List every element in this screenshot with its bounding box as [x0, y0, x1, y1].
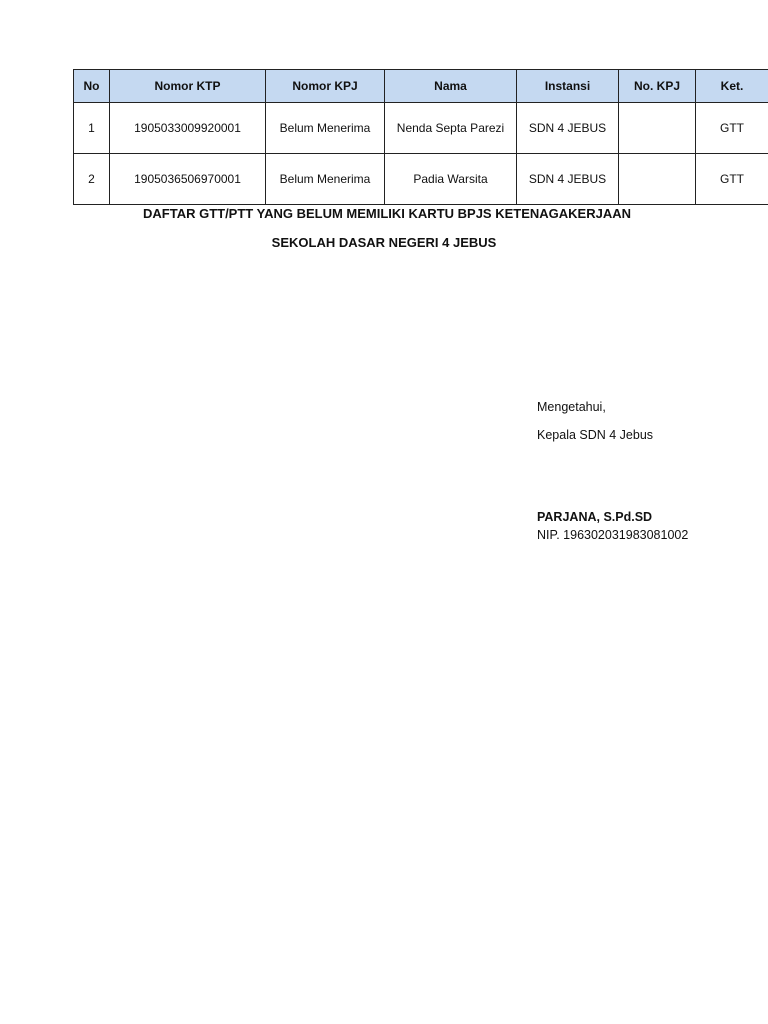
header-no: No [74, 70, 110, 103]
header-no-kpj: No. KPJ [619, 70, 696, 103]
header-nomor-ktp: Nomor KTP [110, 70, 266, 103]
table-row [74, 103, 768, 154]
document-subtitle: SEKOLAH DASAR NEGERI 4 JEBUS [271, 235, 497, 250]
cell-ket: GTT [696, 154, 768, 205]
document-title: DAFTAR GTT/PTT YANG BELUM MEMILIKI KARTU BPJS KETENAGAKERJAAN [143, 206, 631, 221]
signature-role: Kepala SDN 4 Jebus [537, 428, 654, 442]
signature-name: PARJANA, S.Pd.SD [537, 510, 653, 524]
signature-nip: NIP. 196302031983081002 [537, 528, 689, 542]
table-row [74, 154, 768, 205]
header-nama: Nama [385, 70, 517, 103]
cell-no-kpj [619, 154, 696, 205]
cell-ket: GTT [696, 103, 768, 154]
header-ket: Ket. [696, 70, 768, 103]
gtt-ptt-table [73, 69, 768, 205]
cell-instansi: SDN 4 JEBUS [517, 154, 619, 205]
header-nomor-kpj: Nomor KPJ [266, 70, 385, 103]
cell-nama: Nenda Septa Parezi [385, 103, 517, 154]
header-instansi: Instansi [517, 70, 619, 103]
table-header-row [74, 70, 768, 103]
cell-nomor-ktp: 1905033009920001 [110, 103, 266, 154]
cell-no: 2 [74, 154, 110, 205]
cell-nomor-kpj: Belum Menerima [266, 103, 385, 154]
cell-nomor-kpj: Belum Menerima [266, 154, 385, 205]
cell-no-kpj [619, 103, 696, 154]
signature-acknowledged: Mengetahui, [537, 400, 606, 414]
cell-nomor-ktp: 1905036506970001 [110, 154, 266, 205]
cell-instansi: SDN 4 JEBUS [517, 103, 619, 154]
cell-no: 1 [74, 103, 110, 154]
cell-nama: Padia Warsita [385, 154, 517, 205]
